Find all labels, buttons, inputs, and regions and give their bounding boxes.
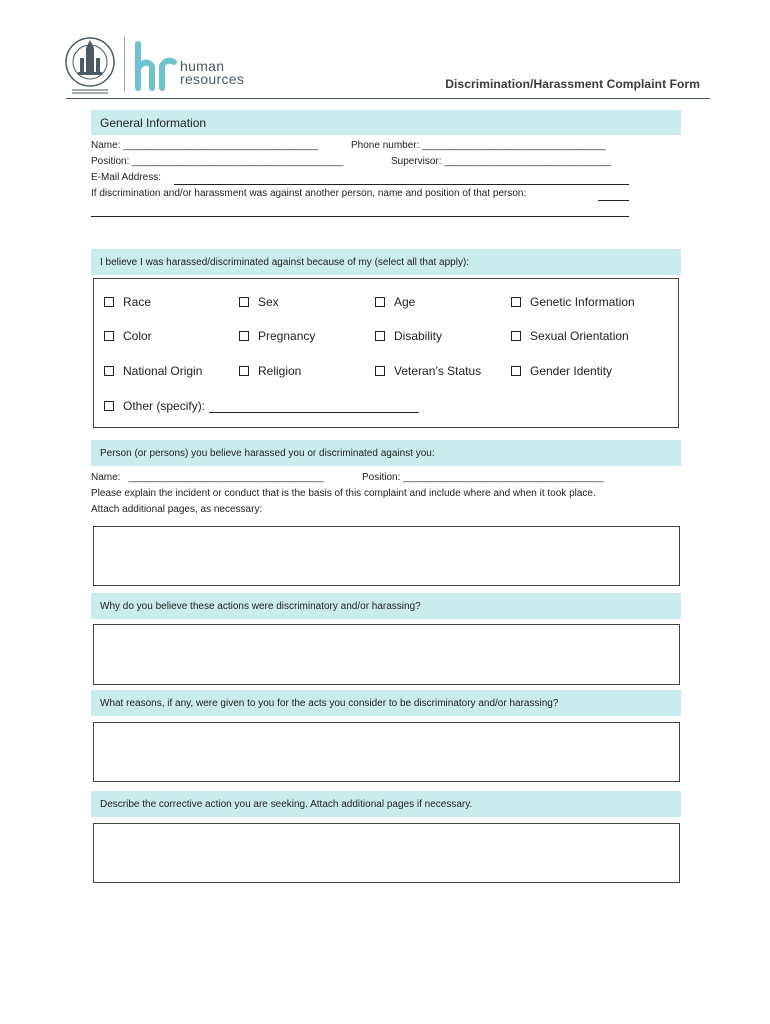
attach-instruction: Attach additional pages, as necessary: [91, 504, 263, 515]
checkbox-icon[interactable] [104, 401, 114, 411]
brand-line-1: human [180, 58, 225, 74]
corrective-header: Describe the corrective action you are seeking. Attach additional pages if necessary. [91, 791, 681, 817]
supervisor-field[interactable]: Supervisor: ______________________________ [391, 156, 612, 167]
brand-line-2: resources [180, 71, 245, 87]
checkbox-icon[interactable] [375, 331, 385, 341]
checkbox-icon[interactable] [375, 297, 385, 307]
header-divider [124, 36, 125, 92]
option-veterans-status[interactable]: Veteran’s Status [375, 364, 481, 378]
option-religion[interactable]: Religion [239, 364, 301, 378]
option-gender-identity[interactable]: Gender Identity [511, 364, 612, 378]
brand-name [180, 60, 244, 86]
checkbox-icon[interactable] [239, 297, 249, 307]
option-disability[interactable]: Disability [375, 329, 442, 343]
option-sexual-orientation[interactable]: Sexual Orientation [511, 329, 629, 343]
general-info-header: General Information [91, 110, 681, 135]
why-header: Why do you believe these actions were discriminatory and/or harassing? [91, 593, 681, 619]
basis-header: I believe I was harassed/discriminated against because of my (select all that apply): [91, 249, 681, 275]
checkbox-icon[interactable] [104, 366, 114, 376]
email-field[interactable] [174, 184, 629, 185]
accused-position-field[interactable]: Position: ____________________________________ [362, 472, 604, 483]
option-other[interactable]: Other (specify): [104, 399, 205, 413]
checkbox-icon[interactable] [511, 297, 521, 307]
phone-field[interactable]: Phone number: _________________________________ [351, 140, 606, 151]
option-race[interactable]: Race [104, 295, 151, 309]
against-person-label: If discrimination and/or harassment was against another person, name and position of that person: [91, 188, 527, 199]
checkbox-icon[interactable] [511, 331, 521, 341]
option-national-origin[interactable]: National Origin [104, 364, 202, 378]
checkbox-icon[interactable] [375, 366, 385, 376]
header-rule [66, 98, 710, 99]
checkbox-icon[interactable] [239, 366, 249, 376]
option-age[interactable]: Age [375, 295, 415, 309]
incident-textarea[interactable] [93, 526, 680, 586]
name-field[interactable]: Name: ___________________________________ [91, 140, 318, 151]
option-genetic-information[interactable]: Genetic Information [511, 295, 635, 309]
hr-logo-icon [132, 40, 180, 92]
explain-instruction: Please explain the incident or conduct that is the basis of this complaint and include where and when it took place. [91, 488, 596, 499]
checkbox-icon[interactable] [104, 331, 114, 341]
position-field[interactable]: Position: ______________________________________ [91, 156, 344, 167]
checkbox-icon[interactable] [239, 331, 249, 341]
against-person-field-end[interactable] [598, 200, 629, 201]
option-sex[interactable]: Sex [239, 295, 279, 309]
against-person-field[interactable] [91, 216, 629, 217]
checkbox-icon[interactable] [511, 366, 521, 376]
corrective-textarea[interactable] [93, 823, 680, 883]
persons-header: Person (or persons) you believe harassed you or discriminated against you: [91, 440, 681, 466]
reasons-header: What reasons, if any, were given to you for the acts you consider to be discriminatory and/or harassing? [91, 690, 681, 716]
email-label: E-Mail Address: [91, 172, 162, 183]
option-color[interactable]: Color [104, 329, 152, 343]
why-textarea[interactable] [93, 624, 680, 685]
city-seal-icon [64, 34, 116, 96]
reasons-textarea[interactable] [93, 722, 680, 782]
option-pregnancy[interactable]: Pregnancy [239, 329, 315, 343]
other-specify-field[interactable] [209, 412, 419, 413]
checkbox-icon[interactable] [104, 297, 114, 307]
form-title: Discrimination/Harassment Complaint Form [445, 77, 700, 91]
accused-name-field[interactable]: Name: ___________________________________ [91, 472, 324, 483]
